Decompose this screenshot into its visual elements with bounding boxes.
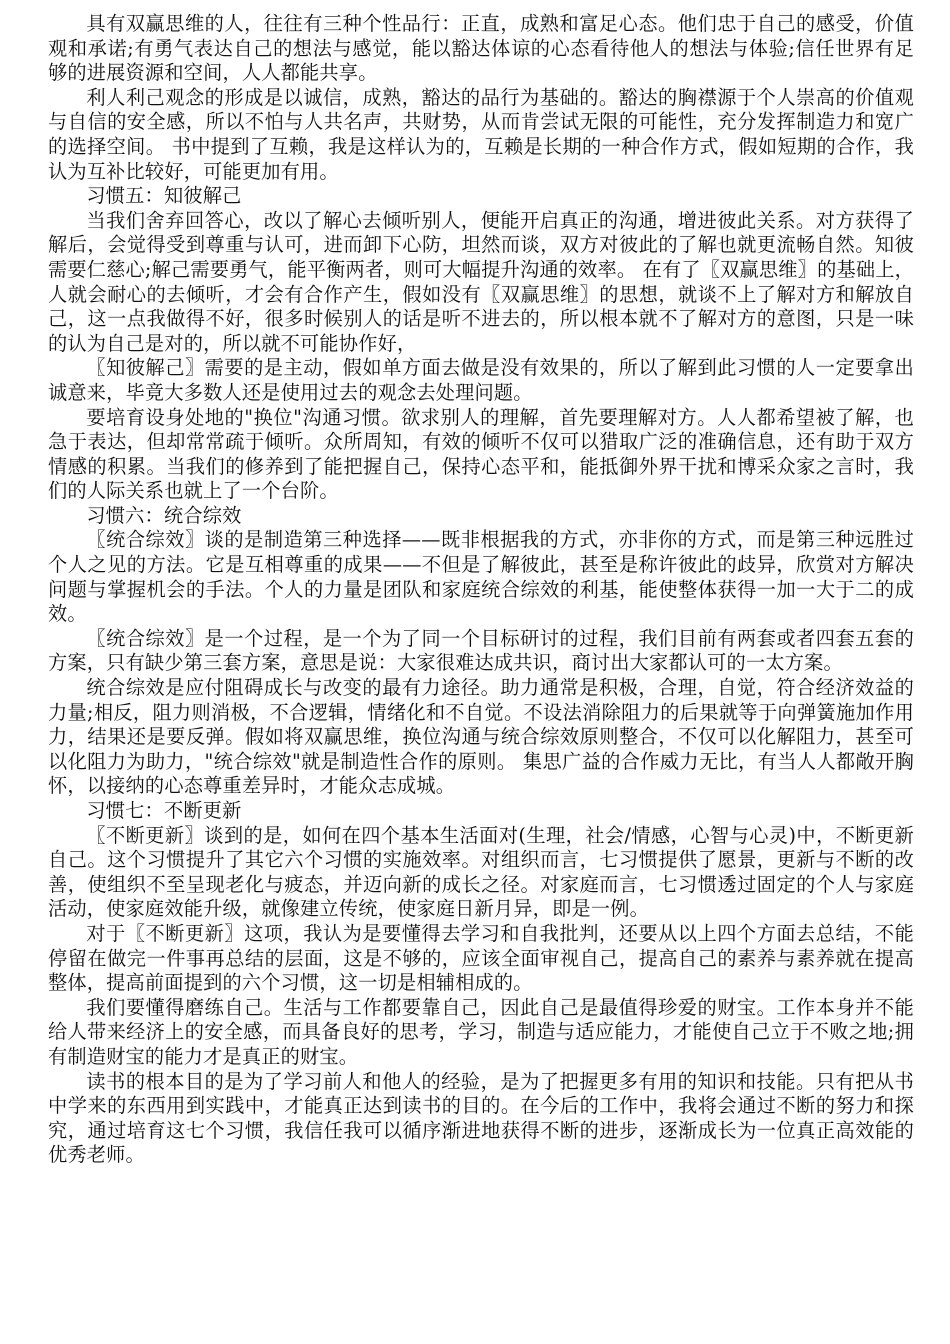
paragraph: 我们要懂得磨练自己。生活与工作都要靠自己，因此自己是最值得珍爱的财宝。工作本身并不能给人带来经济上的安全感，而具备良好的思考，学习，制造与适应能力，才能使自己立于不败之地;拥有制造财宝的能力才是真正的财宝。 xyxy=(48,995,914,1068)
paragraph: 统合综效是应付阻碍成长与改变的最有力途径。助力通常是积极，合理，自觉，符合经济效益的力量;相反，阻力则消极，不合逻辑，情绪化和不自觉。不设法消除阻力的后果就等于向弹簧施加作用力，结果还是要反弹。假如将双赢思维，换位沟通与统合综效原则整合，不仅可以化解阻力，甚至可以化阻力为助力，"统合综效"就是制造性合作的原则。 集思广益的合作威力无比，有当人人都敞开胸怀，以接纳的心态尊重差异时，才能众志成城。 xyxy=(48,676,914,798)
paragraph: 利人利己观念的形成是以诚信，成熟，豁达的品行为基础的。豁达的胸襟源于个人崇高的价值观与自信的安全感，所以不怕与人共名声，共财势，从而肯尝试无限的可能性，充分发挥制造力和宽广的选择空间。 书中提到了互赖，我是这样认为的，互赖是长期的一种合作方式，假如短期的合作，我认为互补比较好，可能更加有用。 xyxy=(48,85,914,183)
paragraph: 〖知彼解己〗需要的是主动，假如单方面去做是没有效果的，所以了解到此习惯的人一定要拿出诚意来，毕竟大多数人还是使用过去的观念去处理问题。 xyxy=(48,356,914,404)
section-heading: 习惯七：不断更新 xyxy=(86,799,242,822)
section-heading: 习惯六：统合综效 xyxy=(86,503,242,527)
paragraph: 〖统合综效〗是一个过程，是一个为了同一个目标研讨的过程，我们目前有两套或者四套五套的方案，只有缺少第三套方案，意思是说：大家很难达成共识，商讨出大家都认可的一太方案。 xyxy=(48,626,914,675)
paragraph: 读书的根本目的是为了学习前人和他人的经验，是为了把握更多有用的知识和技能。只有把从书中学来的东西用到实践中，才能真正达到读书的目的。在今后的工作中，我将会通过不断的努力和探究，通过培育这七个习惯，我信任我可以循序渐进地获得不断的进步，逐渐成长为一位真正高效能的优秀老师。 xyxy=(48,1069,914,1167)
paragraph: 〖不断更新〗谈到的是，如何在四个基本生活面对(生理，社会/情感，心智与心灵)中，不断更新自己。这个习惯提升了其它六个习惯的实施效率。对组织而言，七习惯提供了愿景，更新与不断的改善，使组织不至呈现老化与疲态，并迈向新的成长之径。对家庭而言，七习惯透过固定的个人与家庭活动，使家庭效能升级，就像建立传统，使家庭日新月异，即是一例。 xyxy=(48,823,914,921)
paragraph: 要培育设身处地的"换位"沟通习惯。欲求别人的理解，首先要理解对方。人人都希望被了解，也急于表达，但却常常疏于倾听。众所周知，有效的倾听不仅可以猎取广泛的准确信息，还有助于双方情感的积累。当我们的修养到了能把握自己，保持心态平和，能抵御外界干扰和博采众家之言时，我们的人际关系也就上了一个台阶。 xyxy=(48,405,914,503)
paragraph: 〖统合综效〗谈的是制造第三种选择——既非根据我的方式，亦非你的方式，而是第三种远胜过个人之见的方法。它是互相尊重的成果——不但是了解彼此，甚至是称许彼此的歧异，欣赏对方解决问题与掌握机会的手法。个人的力量是团队和家庭统合综效的利基，能使整体获得一加一大于二的成效。 xyxy=(48,528,914,626)
paragraph: 具有双赢思维的人，往往有三种个性品行：正直，成熟和富足心态。他们忠于自己的感受，价值观和承诺;有勇气表达自己的想法与感觉，能以豁达体谅的心态看待他人的想法与体验;信任世界有足够的进展资源和空间，人人都能共享。 xyxy=(48,12,914,85)
document-page xyxy=(48,12,914,1168)
paragraph: 当我们舍弃回答心，改以了解心去倾听别人，便能开启真正的沟通，增进彼此关系。对方获得了解后，会觉得受到尊重与认可，进而卸下心防，坦然而谈，双方对彼此的了解也就更流畅自然。知彼需要仁慈心;解己需要勇气，能平衡两者，则可大幅提升沟通的效率。 在有了〖双赢思维〗的基础上，人就会耐心的去倾听，才会有合作产生，假如没有〖双赢思维〗的思想，就谈不上了解对方和解放自己，这一点我做得不好，很多时候别人的话是听不进去的，所以根本就不了解对方的意图，只是一味的认为自己是对的，所以就不可能协作好， xyxy=(48,208,915,355)
section-heading: 习惯五：知彼解己 xyxy=(86,184,242,208)
paragraph: 对于〖不断更新〗这项，我认为是要懂得去学习和自我批判，还要从以上四个方面去总结，不能停留在做完一件事再总结的层面，这是不够的，应该全面审视自己，提高自己的素养与素养就在提高整体，提高前面提到的六个习惯，这一切是相辅相成的。 xyxy=(48,921,914,995)
